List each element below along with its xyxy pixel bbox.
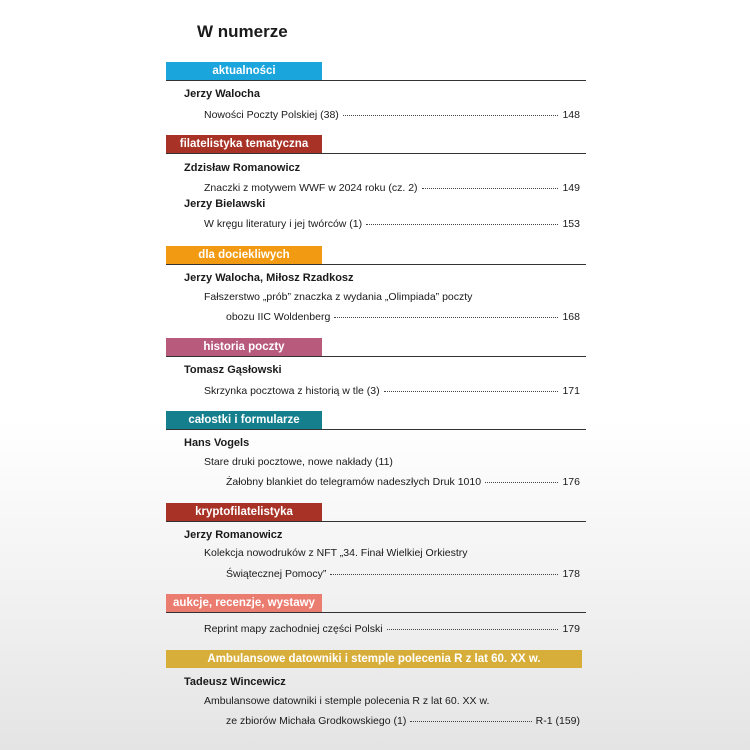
section-label: dla dociekliwych [166,246,322,264]
entry-title: obozu IIC Woldenberg [226,311,331,323]
dot-leader [387,618,559,630]
section-label: całostki i formularze [166,411,322,429]
page-number: 179 [562,623,580,635]
entry-title: Nowości Poczty Polskiej (38) [204,109,339,121]
section-dla-dociekliwych [166,246,586,326]
dot-leader [366,213,558,225]
entry-title-line: Kolekcja nowodruków z NFT „34. Finał Wielkiej Orkiestry [204,547,468,559]
section-ambulansowe-datowniki [166,650,586,730]
section-aukcje-recenzje-wystawy [166,594,586,638]
section-filatelistyka-tematyczna [166,135,586,235]
toc-entry[interactable] [204,620,580,636]
section-label: aktualności [166,62,322,80]
section-header [166,503,586,522]
author-name: Tadeusz Wincewicz [184,676,286,688]
author-name: Jerzy Walocha, Miłosz Rzadkosz [184,272,354,284]
toc-entry[interactable] [226,473,580,489]
section-kryptofilatelistyka [166,503,586,583]
section-header [166,411,586,430]
section-label: kryptofilatelistyka [166,503,322,521]
section-label: Ambulansowe datowniki i stemple polecenia R z lat 60. XX w. [166,650,582,668]
section-calostki-i-formularze [166,411,586,491]
dot-leader [330,563,558,575]
entry-title-line: Fałszerstwo „prób” znaczka z wydania „Olimpiada” poczty [204,291,473,303]
page-number: 168 [562,311,580,323]
author-name: Jerzy Romanowicz [184,529,283,541]
dot-leader [343,104,559,116]
entry-title: Świątecznej Pomocy” [226,568,327,580]
dot-leader [422,177,559,189]
entry-title: W kręgu literatury i jej twórców (1) [204,218,363,230]
toc-entry[interactable] [226,308,580,324]
entry-title: Skrzynka pocztowa z historią w tle (3) [204,385,380,397]
toc-entry[interactable] [204,215,580,231]
entry-title: Znaczki z motywem WWF w 2024 roku (cz. 2) [204,182,418,194]
entry-title: ze zbiorów Michała Grodkowskiego (1) [226,715,407,727]
section-aktualnosci [166,62,586,122]
author-name: Jerzy Bielawski [184,198,266,210]
page-number: 176 [562,476,580,488]
page-number: 171 [562,385,580,397]
author-name: Zdzisław Romanowicz [184,162,301,174]
page-number: R-1 (159) [535,715,580,727]
toc-entry[interactable] [204,179,580,195]
entry-title-line: Stare druki pocztowe, nowe nakłady (11) [204,456,393,468]
entry-title: Żałobny blankiet do telegramów nadeszłych Druk 1010 [226,476,482,488]
dot-leader [410,710,531,722]
author-name: Hans Vogels [184,437,250,449]
dot-leader [334,306,558,318]
author-name: Jerzy Walocha [184,88,261,100]
dot-leader [384,380,559,392]
page-number: 149 [562,182,580,194]
entry-title-line: Ambulansowe datowniki i stemple polecenia R z lat 60. XX w. [204,695,490,707]
page-number: 148 [562,109,580,121]
author-name: Tomasz Gąsłowski [184,364,282,376]
section-header [166,338,586,357]
section-label: filatelistyka tematyczna [166,135,322,153]
section-header [166,62,586,81]
toc-entry[interactable] [226,565,580,581]
section-label: aukcje, recenzje, wystawy [166,594,322,612]
entry-title: Reprint mapy zachodniej części Polski [204,623,383,635]
section-historia-poczty [166,338,586,398]
toc-entry[interactable] [204,106,580,122]
dot-leader [485,471,558,483]
section-header [166,594,586,613]
section-header [166,246,586,265]
page-number: 178 [562,568,580,580]
section-label: historia poczty [166,338,322,356]
section-header [166,135,586,154]
toc-entry[interactable] [204,382,580,398]
page-number: 153 [562,218,580,230]
section-header [166,650,586,668]
page-title: W numerze [197,22,288,41]
toc-entry[interactable] [226,712,580,728]
